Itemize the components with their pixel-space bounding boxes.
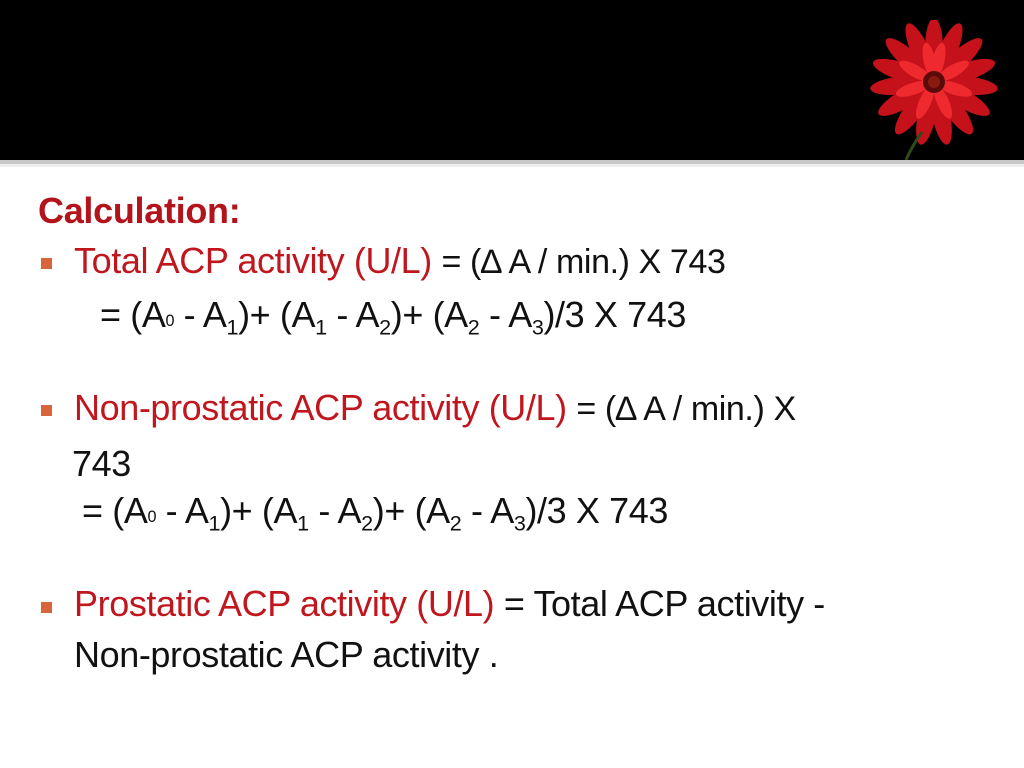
bullet-icon bbox=[41, 405, 52, 416]
item-total-acp bbox=[74, 240, 725, 282]
flower-decoration bbox=[862, 20, 1002, 160]
item-label: Prostatic ACP activity (U/L) bbox=[74, 583, 495, 624]
item-formula: = (∆ A / min.) X 743 bbox=[441, 243, 726, 281]
item-prostatic-acp bbox=[74, 583, 825, 625]
item-detail-formula bbox=[82, 490, 668, 536]
bullet-icon bbox=[41, 258, 52, 269]
item-formula-continued: 743 bbox=[72, 443, 131, 484]
item-detail-formula bbox=[100, 294, 686, 340]
item-formula: = (∆ A / min.) X bbox=[576, 390, 796, 428]
page-title: Calculation: bbox=[38, 190, 241, 231]
formula-text: = $(A0 - A_1)+ (A_1 - A_2)+ (A_2 - A_3)/3$ X 743 bbox=[100, 294, 686, 340]
item-label: Total ACP activity (U/L) bbox=[74, 240, 432, 281]
item-label: Non-prostatic ACP activity (U/L) bbox=[74, 387, 567, 428]
formula-text: = $(A0 - A_1)+ (A_1 - A_2)+ (A_2 - A_3)/3$ X 743 bbox=[82, 490, 668, 536]
item-formula: = Total ACP activity - bbox=[503, 583, 825, 624]
bullet-icon bbox=[41, 602, 52, 613]
item-non-prostatic-acp bbox=[74, 387, 796, 429]
item-formula-continued: Non-prostatic ACP activity . bbox=[74, 634, 499, 675]
banner-divider-light bbox=[0, 164, 1024, 167]
